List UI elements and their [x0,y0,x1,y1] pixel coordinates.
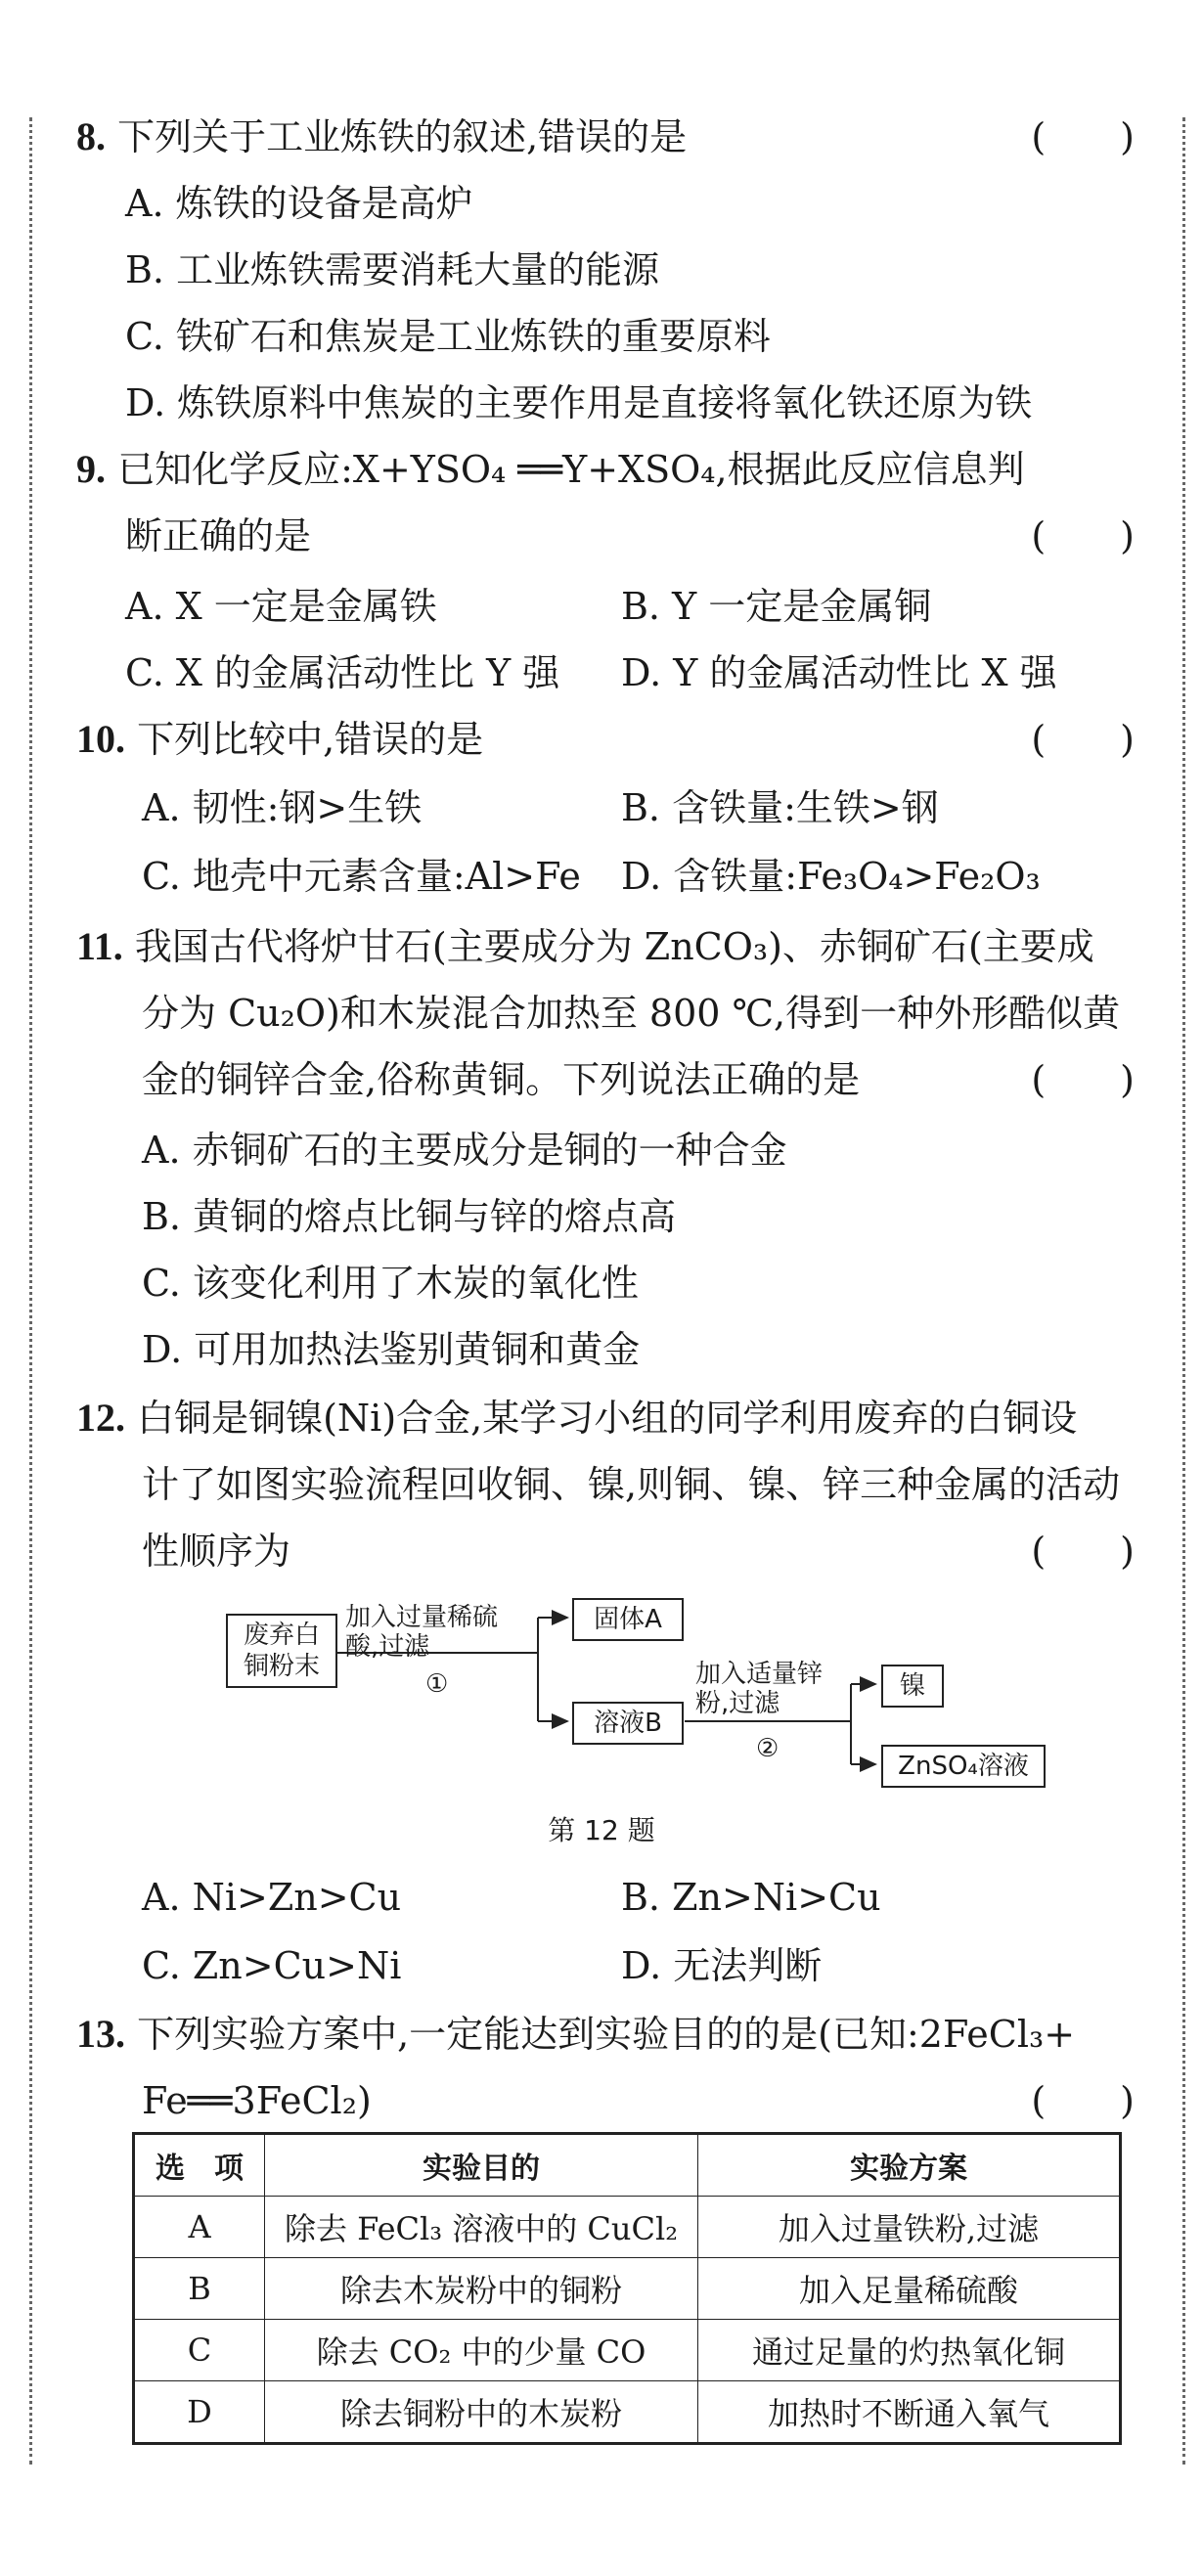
q10-option-d: D. 含铁量:Fe₃O₄>Fe₂O₃ [621,855,1041,898]
q11-option-a: A. 赤铜矿石的主要成分是铜的一种合金 [142,1129,787,1172]
table-header-purpose: 实验目的 [265,2134,698,2197]
table-cell-method: 加入过量铁粉,过滤 [698,2197,1121,2258]
q10-option-b: B. 含铁量:生铁>钢 [621,786,939,829]
table-cell-option: D [134,2381,265,2444]
q10-answer-paren: ( ) [1031,718,1135,761]
q11-line1-text: 我国古代将炉甘石(主要成分为 ZnCO₃)、赤铜矿石(主要成 [134,925,1094,968]
q12-flow-diagram [220,1596,1081,1811]
table-cell-option: A [134,2197,265,2258]
table-row [134,2320,1121,2381]
table-header-row [134,2134,1121,2197]
q12-option-d: D. 无法判断 [621,1944,823,1987]
q9-stem-text: 已知化学反应:X+YSO₄ ══Y+XSO₄,根据此反应信息判 [117,448,1025,491]
table-header-method: 实验方案 [698,2134,1121,2197]
q10-option-a: A. 韧性:钢>生铁 [142,786,423,829]
q12-line1 [76,1389,1077,1447]
q12-option-a: A. Ni>Zn>Cu [142,1876,402,1919]
q11-line3: 金的铜锌合金,俗称黄铜。下列说法正确的是 [142,1058,861,1101]
q11-number: 11. [76,924,123,968]
q9-option-a: A. X 一定是金属铁 [125,585,437,628]
q8-option-c: C. 铁矿石和焦炭是工业炼铁的重要原料 [125,315,771,358]
q10-number: 10. [76,717,125,761]
q12-line2: 计了如图实验流程回收铜、镍,则铜、镍、锌三种金属的活动 [142,1463,1121,1506]
q8-stem [76,108,687,166]
q12-option-b: B. Zn>Ni>Cu [621,1876,881,1919]
q11-line2: 分为 Cu₂O)和木炭混合加热至 800 ℃,得到一种外形酷似黄 [142,992,1121,1035]
q11-line1 [76,917,1094,976]
q9-stem-line2: 断正确的是 [125,514,312,557]
q12-option-c: C. Zn>Cu>Ni [142,1944,402,1987]
q12-line1-text: 白铜是铜镍(Ni)合金,某学习小组的同学利用废弃的白铜设 [137,1397,1078,1440]
q8-option-a: A. 炼铁的设备是高炉 [125,182,473,225]
q12-figure-caption: 第 12 题 [548,1814,655,1846]
q13-line2: Fe══3FeCl₂) [142,2079,372,2122]
step1-label-1: 加入过量稀硫 [345,1603,499,1632]
table-header-option: 选 项 [134,2134,265,2197]
right-dotted-margin [1182,117,1185,2465]
table-cell-method: 加热时不断通入氧气 [698,2381,1121,2444]
step1-number: ① [425,1669,449,1699]
q9-stem-line1 [76,440,1025,499]
step2-number: ② [756,1734,780,1763]
table-cell-purpose: 除去木炭粉中的铜粉 [265,2258,698,2320]
q11-option-c: C. 该变化利用了木炭的氧化性 [142,1262,639,1305]
q9-option-b: B. Y 一定是金属铜 [621,585,932,628]
q13-options-table [132,2132,1122,2445]
q8-option-d: D. 炼铁原料中焦炭的主要作用是直接将氧化铁还原为铁 [125,381,1033,424]
table-cell-option: C [134,2320,265,2381]
step1-label-2: 酸,过滤 [345,1632,430,1662]
table-cell-method: 通过足量的灼热氧化铜 [698,2320,1121,2381]
solution-b-box: 溶液B [572,1702,684,1745]
step2-label-1: 加入适量锌 [695,1660,824,1689]
q8-number: 8. [76,114,106,158]
table-cell-option: B [134,2258,265,2320]
table-cell-purpose: 除去铜粉中的木炭粉 [265,2381,698,2444]
znso4-box: ZnSO₄溶液 [881,1745,1046,1788]
q10-stem [76,710,483,769]
q9-option-d: D. Y 的金属活动性比 X 强 [621,651,1057,694]
q12-line3: 性顺序为 [142,1530,291,1573]
q8-answer-paren: ( ) [1031,115,1135,158]
q12-answer-paren: ( ) [1031,1530,1135,1573]
solid-a-box: 固体A [572,1598,684,1641]
q9-answer-paren: ( ) [1031,514,1135,557]
table-row [134,2197,1121,2258]
table-cell-purpose: 除去 CO₂ 中的少量 CO [265,2320,698,2381]
q12-number: 12. [76,1396,125,1440]
table-cell-purpose: 除去 FeCl₃ 溶液中的 CuCl₂ [265,2197,698,2258]
q8-option-b: B. 工业炼铁需要消耗大量的能源 [125,248,660,291]
q13-number: 13. [76,2012,125,2056]
q11-answer-paren: ( ) [1031,1058,1135,1101]
q11-option-d: D. 可用加热法鉴别黄铜和黄金 [142,1328,641,1371]
q13-answer-paren: ( ) [1031,2079,1135,2122]
q13-line1-text: 下列实验方案中,一定能达到实验目的的是(已知:2FeCl₃+ [137,2013,1076,2056]
table-cell-method: 加入足量稀硫酸 [698,2258,1121,2320]
q13-line1 [76,2005,1075,2064]
q8-stem-text: 下列关于工业炼铁的叙述,错误的是 [117,115,688,158]
q9-option-c: C. X 的金属活动性比 Y 强 [125,651,560,694]
q9-number: 9. [76,447,106,491]
q10-stem-text: 下列比较中,错误的是 [137,718,484,761]
nickel-box: 镍 [881,1665,944,1708]
left-dotted-margin [29,117,32,2465]
table-row [134,2258,1121,2320]
start-box [226,1614,337,1688]
q11-option-b: B. 黄铜的熔点比铜与锌的熔点高 [142,1195,677,1238]
start-box-label: 废弃白铜粉末 [243,1621,320,1681]
table-row [134,2381,1121,2444]
step2-label-2: 粉,过滤 [695,1689,780,1718]
q10-option-c: C. 地壳中元素含量:Al>Fe [142,855,581,898]
